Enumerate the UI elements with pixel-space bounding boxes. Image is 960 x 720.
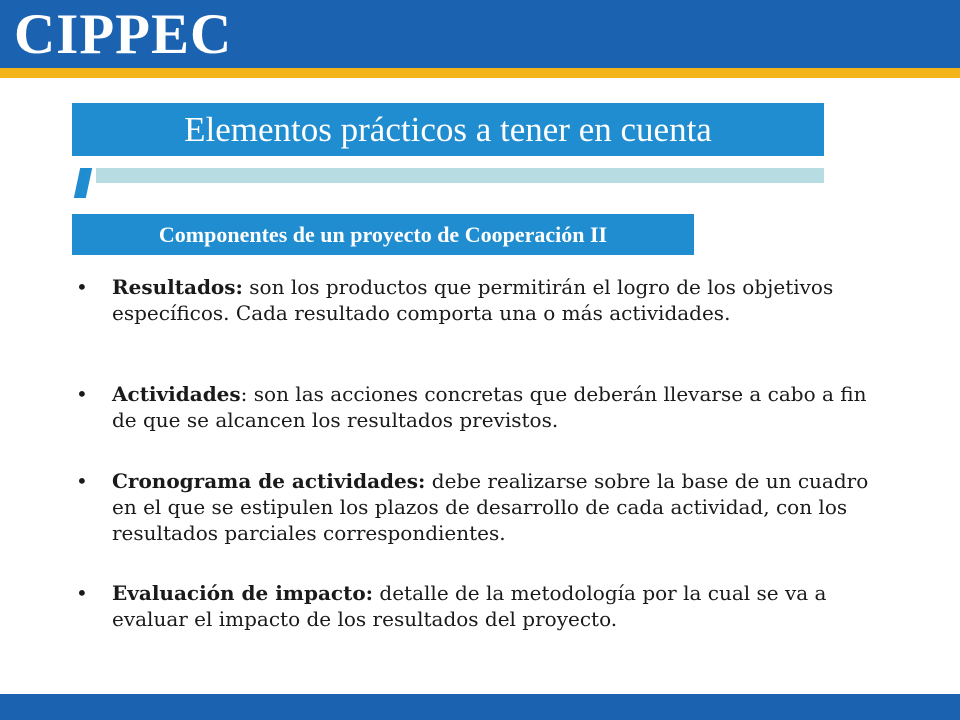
header-accent-stripe	[0, 68, 960, 78]
footer-band	[0, 694, 960, 720]
header-band	[0, 0, 960, 78]
bullet-item-actividades	[76, 381, 876, 433]
slide-subtitle: Componentes de un proyecto de Cooperación II	[72, 214, 694, 255]
bullet-item-resultados	[76, 274, 876, 326]
bullet-dot-icon: •	[76, 382, 88, 406]
cippec-logo: CIPPEC	[14, 3, 233, 66]
bullet-dot-icon: •	[76, 581, 88, 605]
bullet-dot-icon: •	[76, 469, 88, 493]
decorative-slant-bar	[74, 168, 92, 198]
bullet-text: debe realizarse sobre la base de un cuadro en el que se estipulen los plazos de desarrollo de cada actividad, con los resultados parciales correspondientes.	[112, 469, 869, 545]
bullet-dot-icon: •	[76, 275, 88, 299]
decorative-divider-bar	[96, 168, 824, 183]
bullet-term: Actividades	[112, 382, 241, 406]
bullet-item-cronograma	[76, 468, 876, 546]
bullet-item-evaluacion	[76, 580, 876, 632]
bullet-text: son los productos que permitirán el logro de los objetivos específicos. Cada resultado comporta una o más actividades.	[112, 275, 834, 325]
bullet-text: detalle de la metodología por la cual se va a evaluar el impacto de los resultados del proyecto.	[112, 581, 827, 631]
bullet-term: Evaluación de impacto:	[112, 581, 374, 605]
slide-title: Elementos prácticos a tener en cuenta	[72, 103, 824, 156]
bullet-term: Resultados:	[112, 275, 243, 299]
bullet-text: : son las acciones concretas que deberán llevarse a cabo a fin de que se alcancen los resultados previstos.	[112, 382, 867, 432]
bullet-term: Cronograma de actividades:	[112, 469, 426, 493]
